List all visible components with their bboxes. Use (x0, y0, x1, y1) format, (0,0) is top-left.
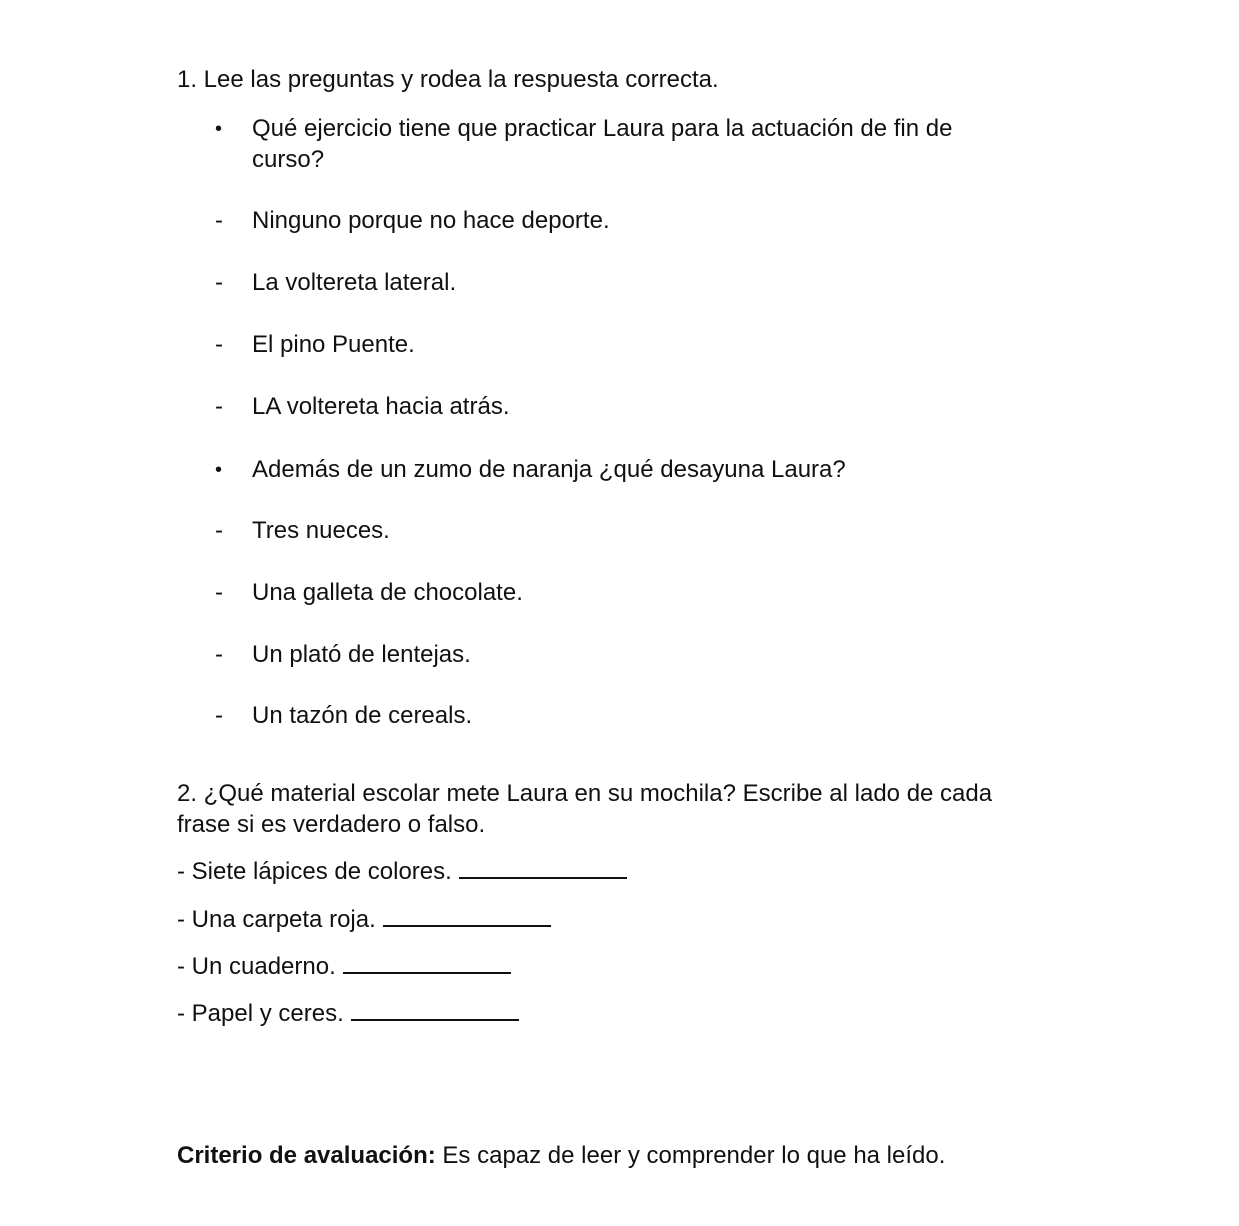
true-false-row (177, 951, 511, 982)
answer-blank[interactable] (343, 952, 511, 974)
true-false-row (177, 856, 627, 887)
true-false-item: - Siete lápices de colores. (177, 858, 452, 885)
dash-marker: - (215, 207, 223, 234)
question-1a-text: Qué ejercicio tiene que practicar Laura para la actuación de fin de curso? (252, 115, 953, 173)
option-1b-2[interactable]: Una galleta de chocolate. (252, 579, 523, 606)
criterion-label: Criterio de avaluación: (177, 1142, 436, 1169)
worksheet-page (177, 0, 1047, 1226)
dash-marker: - (215, 579, 223, 606)
option-1b-3[interactable]: Un plató de lentejas. (252, 641, 471, 668)
dash-marker: - (215, 702, 223, 729)
true-false-item: - Un cuaderno. (177, 953, 336, 980)
option-1a-4[interactable]: LA voltereta hacia atrás. (252, 393, 510, 420)
evaluation-criterion (177, 1140, 945, 1171)
bullet-marker: • (215, 118, 223, 140)
true-false-row (177, 998, 519, 1029)
true-false-item: - Una carpeta roja. (177, 906, 376, 933)
answer-blank[interactable] (351, 999, 519, 1021)
answer-blank[interactable] (383, 905, 551, 927)
true-false-item: - Papel y ceres. (177, 1000, 344, 1027)
dash-marker: - (215, 393, 223, 420)
true-false-row (177, 904, 551, 935)
answer-blank[interactable] (459, 857, 627, 879)
bullet-marker: • (215, 459, 223, 481)
dash-marker: - (215, 641, 223, 668)
option-1a-3[interactable]: El pino Puente. (252, 331, 415, 358)
option-1a-1[interactable]: Ninguno porque no hace deporte. (252, 207, 610, 234)
question-1b-text: Además de un zumo de naranja ¿qué desayuna Laura? (252, 456, 846, 483)
question-2-title: 2. ¿Qué material escolar mete Laura en su mochila? Escribe al lado de cada frase si es verdadero o falso. (177, 780, 993, 838)
dash-marker: - (215, 269, 223, 296)
dash-marker: - (215, 517, 223, 544)
dash-marker: - (215, 331, 223, 358)
option-1b-1[interactable]: Tres nueces. (252, 517, 390, 544)
option-1a-2[interactable]: La voltereta lateral. (252, 269, 457, 296)
option-1b-4[interactable]: Un tazón de cereals. (252, 702, 473, 729)
criterion-text: Es capaz de leer y comprender lo que ha leído. (435, 1142, 946, 1169)
question-1-title: 1. Lee las preguntas y rodea la respuesta correcta. (177, 66, 719, 93)
